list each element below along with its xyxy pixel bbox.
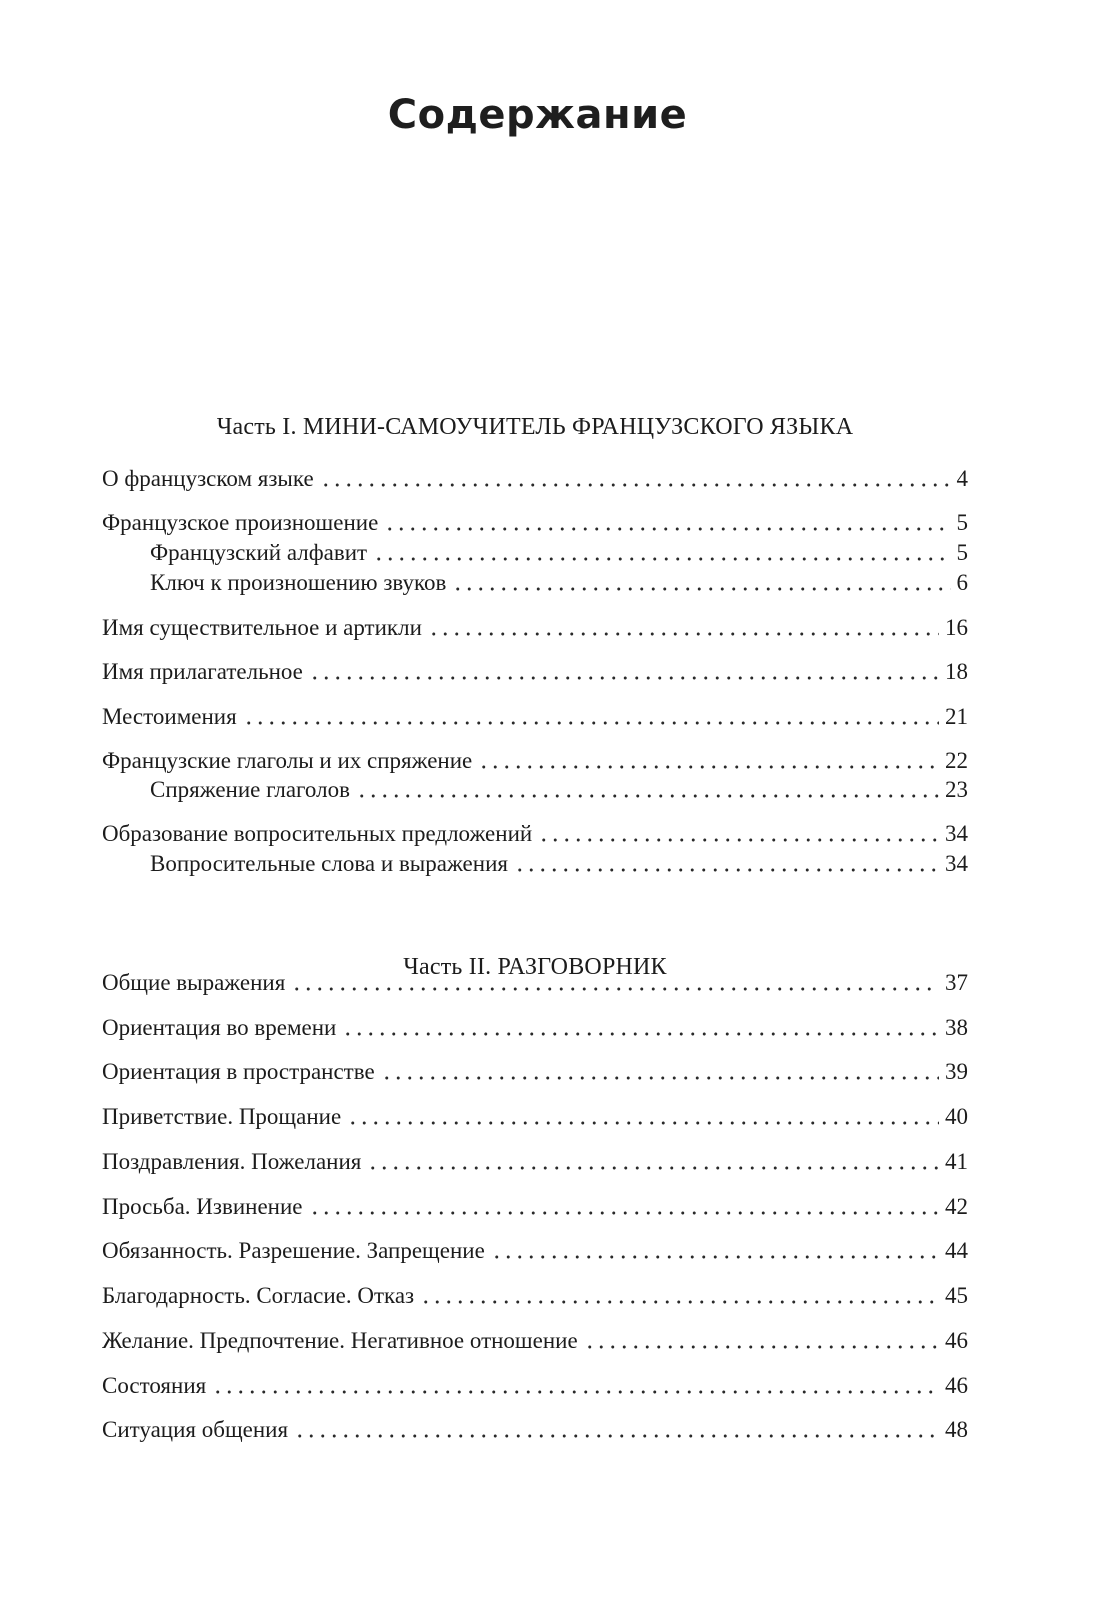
toc-entry-title: Благодарность. Согласие. Отказ: [102, 1283, 415, 1308]
dot-leader: [381, 1075, 939, 1081]
toc-entry-title: Французские глаголы и их спряжение: [102, 748, 473, 773]
toc-page-number: 16: [945, 615, 968, 640]
toc-page-number: 39: [945, 1059, 968, 1084]
dot-leader: [243, 720, 939, 726]
dot-leader: [514, 867, 939, 873]
toc-entry[interactable]: [102, 1013, 968, 1043]
dot-leader: [320, 482, 951, 488]
dot-leader: [478, 764, 939, 770]
toc-entry-title: Имя прилагательное: [102, 659, 303, 684]
dot-leader: [212, 1389, 939, 1395]
toc-entry-title: Ориентация в пространстве: [102, 1059, 375, 1084]
toc-entry[interactable]: [102, 1192, 968, 1222]
toc-entry-title: Желание. Предпочтение. Негативное отношение: [102, 1328, 578, 1353]
toc-page-number: 46: [945, 1328, 968, 1353]
dot-leader: [367, 1165, 939, 1171]
toc-entry-title: Вопросительные слова и выражения: [150, 851, 508, 876]
toc-page-number: 48: [945, 1417, 968, 1442]
toc-entry-title: Французский алфавит: [150, 540, 368, 565]
toc-entry-title: Ситуация общения: [102, 1417, 289, 1442]
toc-page-number: 21: [945, 704, 968, 729]
toc-page-number: 46: [945, 1373, 968, 1398]
toc-entry-title: Поздравления. Пожелания: [102, 1149, 362, 1174]
dot-leader: [452, 586, 950, 592]
toc-subentry[interactable]: [150, 775, 968, 805]
toc-entry[interactable]: [102, 702, 968, 732]
toc-entry-title: Обязанность. Разрешение. Запрещение: [102, 1238, 485, 1263]
toc-page-number: 45: [945, 1283, 968, 1308]
toc-page-number: 5: [956, 510, 968, 535]
toc-entry[interactable]: [102, 1102, 968, 1132]
toc-entry[interactable]: [102, 1326, 968, 1356]
toc-entry-title: Имя существительное и артикли: [102, 615, 422, 640]
dot-leader: [309, 675, 939, 681]
dot-leader: [428, 631, 939, 637]
toc-entry[interactable]: [102, 1057, 968, 1087]
toc-page-number: 40: [945, 1104, 968, 1129]
toc-entry-title: Просьба. Извинение: [102, 1194, 303, 1219]
toc-entry-title: Ориентация во времени: [102, 1015, 337, 1040]
toc-subentry[interactable]: [150, 849, 968, 879]
toc-page-number: 18: [945, 659, 968, 684]
toc-entry-title: Ключ к произношению звуков: [150, 570, 447, 595]
toc-page-number: 34: [945, 851, 968, 876]
toc-page-number: 41: [945, 1149, 968, 1174]
toc-entry-title: Приветствие. Прощание: [102, 1104, 342, 1129]
toc-entry[interactable]: [102, 1147, 968, 1177]
toc-page-number: 6: [956, 570, 968, 595]
toc-entry[interactable]: [102, 746, 968, 776]
toc-entry-title: Спряжение глаголов: [150, 777, 350, 802]
toc-entry[interactable]: [102, 657, 968, 687]
dot-leader: [538, 837, 939, 843]
page-title: Содержание: [387, 92, 688, 138]
toc-page-number: 23: [945, 777, 968, 802]
toc-entry[interactable]: [102, 1236, 968, 1266]
toc-entry-title: Местоимения: [102, 704, 237, 729]
toc-subentry[interactable]: [150, 568, 968, 598]
toc-page-number: 34: [945, 821, 968, 846]
toc-entry-title: Состояния: [102, 1373, 207, 1398]
toc-entry[interactable]: [102, 819, 968, 849]
toc-page-number: 22: [945, 748, 968, 773]
dot-leader: [294, 1433, 939, 1439]
toc-entry[interactable]: [102, 464, 968, 494]
dot-leader: [491, 1254, 939, 1260]
dot-leader: [309, 1210, 940, 1216]
dot-leader: [384, 526, 950, 532]
toc-entry[interactable]: [102, 968, 968, 998]
toc-subentry[interactable]: [150, 538, 968, 568]
dot-leader: [420, 1299, 939, 1305]
dot-leader: [584, 1344, 939, 1350]
dot-leader: [356, 793, 939, 799]
toc-entry[interactable]: [102, 1281, 968, 1311]
dot-leader: [342, 1031, 939, 1037]
toc-entry-title: Образование вопросительных предложений: [102, 821, 533, 846]
toc-page-number: 4: [956, 466, 968, 491]
dot-leader: [373, 556, 950, 562]
dot-leader: [291, 986, 939, 992]
toc-entry[interactable]: [102, 1371, 968, 1401]
toc-entry[interactable]: [102, 508, 968, 538]
toc-page-number: 37: [945, 970, 968, 995]
part-heading: Часть I. МИНИ-САМОУЧИТЕЛЬ ФРАНЦУЗСКОГО ЯЗЫКА: [216, 414, 854, 440]
toc-page-number: 42: [945, 1194, 968, 1219]
toc-entry[interactable]: [102, 613, 968, 643]
toc-entry-title: О французском языке: [102, 466, 314, 491]
toc-entry[interactable]: [102, 1415, 968, 1445]
dot-leader: [347, 1120, 939, 1126]
toc-page-number: 5: [956, 540, 968, 565]
toc-page-number: 44: [945, 1238, 968, 1263]
toc-entry-title: Общие выражения: [102, 970, 286, 995]
toc-page-number: 38: [945, 1015, 968, 1040]
part-heading: Часть II. РАЗГОВОРНИК: [403, 954, 667, 980]
toc-entry-title: Французское произношение: [102, 510, 379, 535]
